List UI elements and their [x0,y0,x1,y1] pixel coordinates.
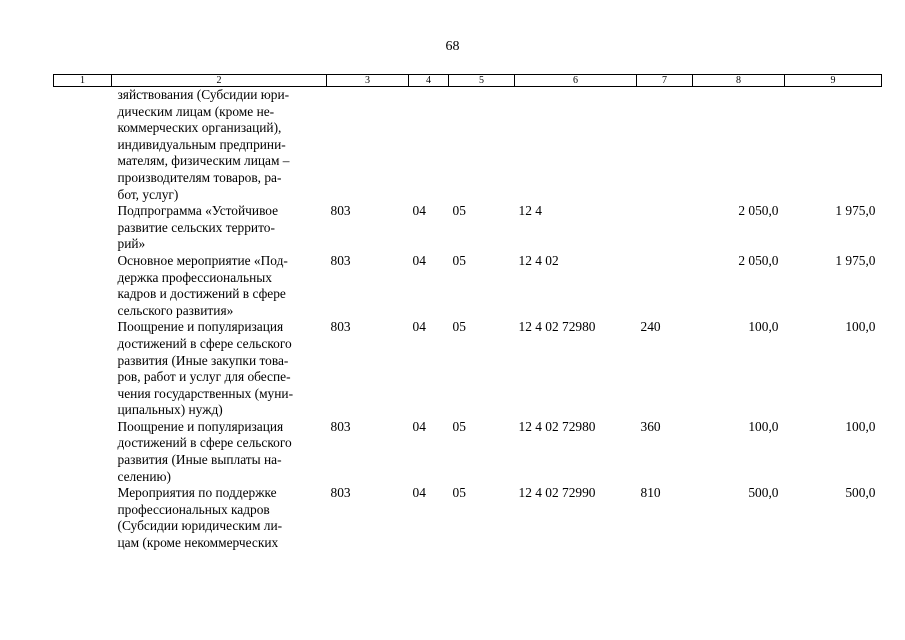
item-name [112,253,327,319]
item-name-line: ров, работ и услуг для обеспе- [117,369,291,385]
item-name-line: сельского развития» [117,302,234,318]
item-name-line: цам (кроме некоммерческих [117,535,279,551]
section-code: 04 [412,485,426,501]
item-name-line: ципальных) нужд) [117,402,223,418]
item-name-line: дическим лицам (кроме не- [117,103,275,119]
ministry-code: 803 [330,252,351,268]
table-row [54,485,882,551]
subsection-code: 05 [452,485,466,501]
item-name-line: бот, услуг) [117,186,179,202]
item-name-line: развития (Иные закупки това- [117,352,289,368]
subsection-code: 05 [452,319,466,335]
amount-column-9: 1 975,0 [835,203,876,219]
column-header-1: 1 [54,75,112,87]
table-row [54,419,882,485]
empty-cell [54,485,112,551]
table-row [54,319,882,419]
item-name-line: зяйствования (Субсидии юри- [117,87,290,102]
target-article-code: 12 4 02 72980 [518,319,596,335]
amount-column-9: 1 975,0 [835,252,876,268]
item-name-line: индивидуальным предприни- [117,136,286,152]
expense-type-code: 360 [640,418,661,434]
empty-cell [54,203,112,253]
item-name-line: Поощрение и популяризация [117,319,284,335]
amount-column-8: 2 050,0 [738,203,779,219]
item-name [112,87,327,204]
column-header-9: 9 [785,75,882,87]
section-code: 04 [412,252,426,268]
item-name-line: коммерческих организаций), [117,120,282,136]
column-header-3: 3 [327,75,409,87]
item-name [112,203,327,253]
item-name-line: развития (Иные выплаты на- [117,452,282,468]
item-name-line: чения государственных (муни- [117,385,294,401]
table-row [54,253,882,319]
amount-column-8: 100,0 [748,319,779,335]
amount-column-9: 500,0 [845,485,876,501]
item-name [112,419,327,485]
target-article-code: 12 4 02 [518,252,559,268]
expense-type-code: 810 [640,485,661,501]
expense-type-code: 240 [640,319,661,335]
target-article-code: 12 4 [518,203,542,219]
item-name-line: производителям товаров, ра- [117,169,282,185]
subsection-code [449,87,515,204]
column-header-5: 5 [449,75,515,87]
target-article-code: 12 4 02 72980 [518,418,596,434]
empty-cell [54,253,112,319]
item-name [112,485,327,551]
expense-type-code [637,253,693,319]
target-article-code: 12 4 02 72990 [518,485,596,501]
ministry-code: 803 [330,203,351,219]
item-name-line: рий» [117,236,146,252]
item-name-line: профессиональных кадров [117,501,270,517]
item-name-line: Подпрограмма «Устойчивое [117,203,279,219]
item-name-line: держка профессиональных [117,269,272,285]
item-name-line: кадров и достижений в сфере [117,286,286,302]
item-name-line: достижений в сфере сельского [117,435,292,451]
amount-column-8 [693,87,785,204]
item-name-line: селению) [117,468,171,484]
expense-type-code [637,87,693,204]
table-row [54,87,882,204]
subsection-code: 05 [452,252,466,268]
column-header-6: 6 [515,75,637,87]
header-row [54,75,882,87]
item-name-line: Мероприятия по поддержке [117,485,277,501]
item-name [112,319,327,419]
expense-type-code [637,203,693,253]
empty-cell [54,319,112,419]
amount-column-9: 100,0 [845,319,876,335]
ministry-code: 803 [330,319,351,335]
column-header-7: 7 [637,75,693,87]
amount-column-8: 2 050,0 [738,252,779,268]
section-code: 04 [412,418,426,434]
item-name-line: Основное мероприятие «Под- [117,252,288,268]
section-code: 04 [412,319,426,335]
ministry-code: 803 [330,485,351,501]
item-name-line: достижений в сфере сельского [117,335,292,351]
ministry-code [327,87,409,204]
item-name-line: развитие сельских террито- [117,219,275,235]
amount-column-9: 100,0 [845,418,876,434]
column-header-4: 4 [409,75,449,87]
empty-cell [54,419,112,485]
subsection-code: 05 [452,418,466,434]
ministry-code: 803 [330,418,351,434]
amount-column-9 [785,87,882,204]
item-name-line: мателям, физическим лицам – [117,153,290,169]
column-header-8: 8 [693,75,785,87]
page-number: 68 [445,39,460,54]
empty-cell [54,87,112,204]
item-name-line: Поощрение и популяризация [117,418,284,434]
table-body [54,87,882,552]
column-header-2: 2 [112,75,327,87]
section-code: 04 [412,203,426,219]
section-code [409,87,449,204]
budget-table [53,74,882,552]
item-name-line: (Субсидии юридическим ли- [117,518,283,534]
target-article-code [515,87,637,204]
amount-column-8: 100,0 [748,418,779,434]
amount-column-8: 500,0 [748,485,779,501]
subsection-code: 05 [452,203,466,219]
table-row [54,203,882,253]
